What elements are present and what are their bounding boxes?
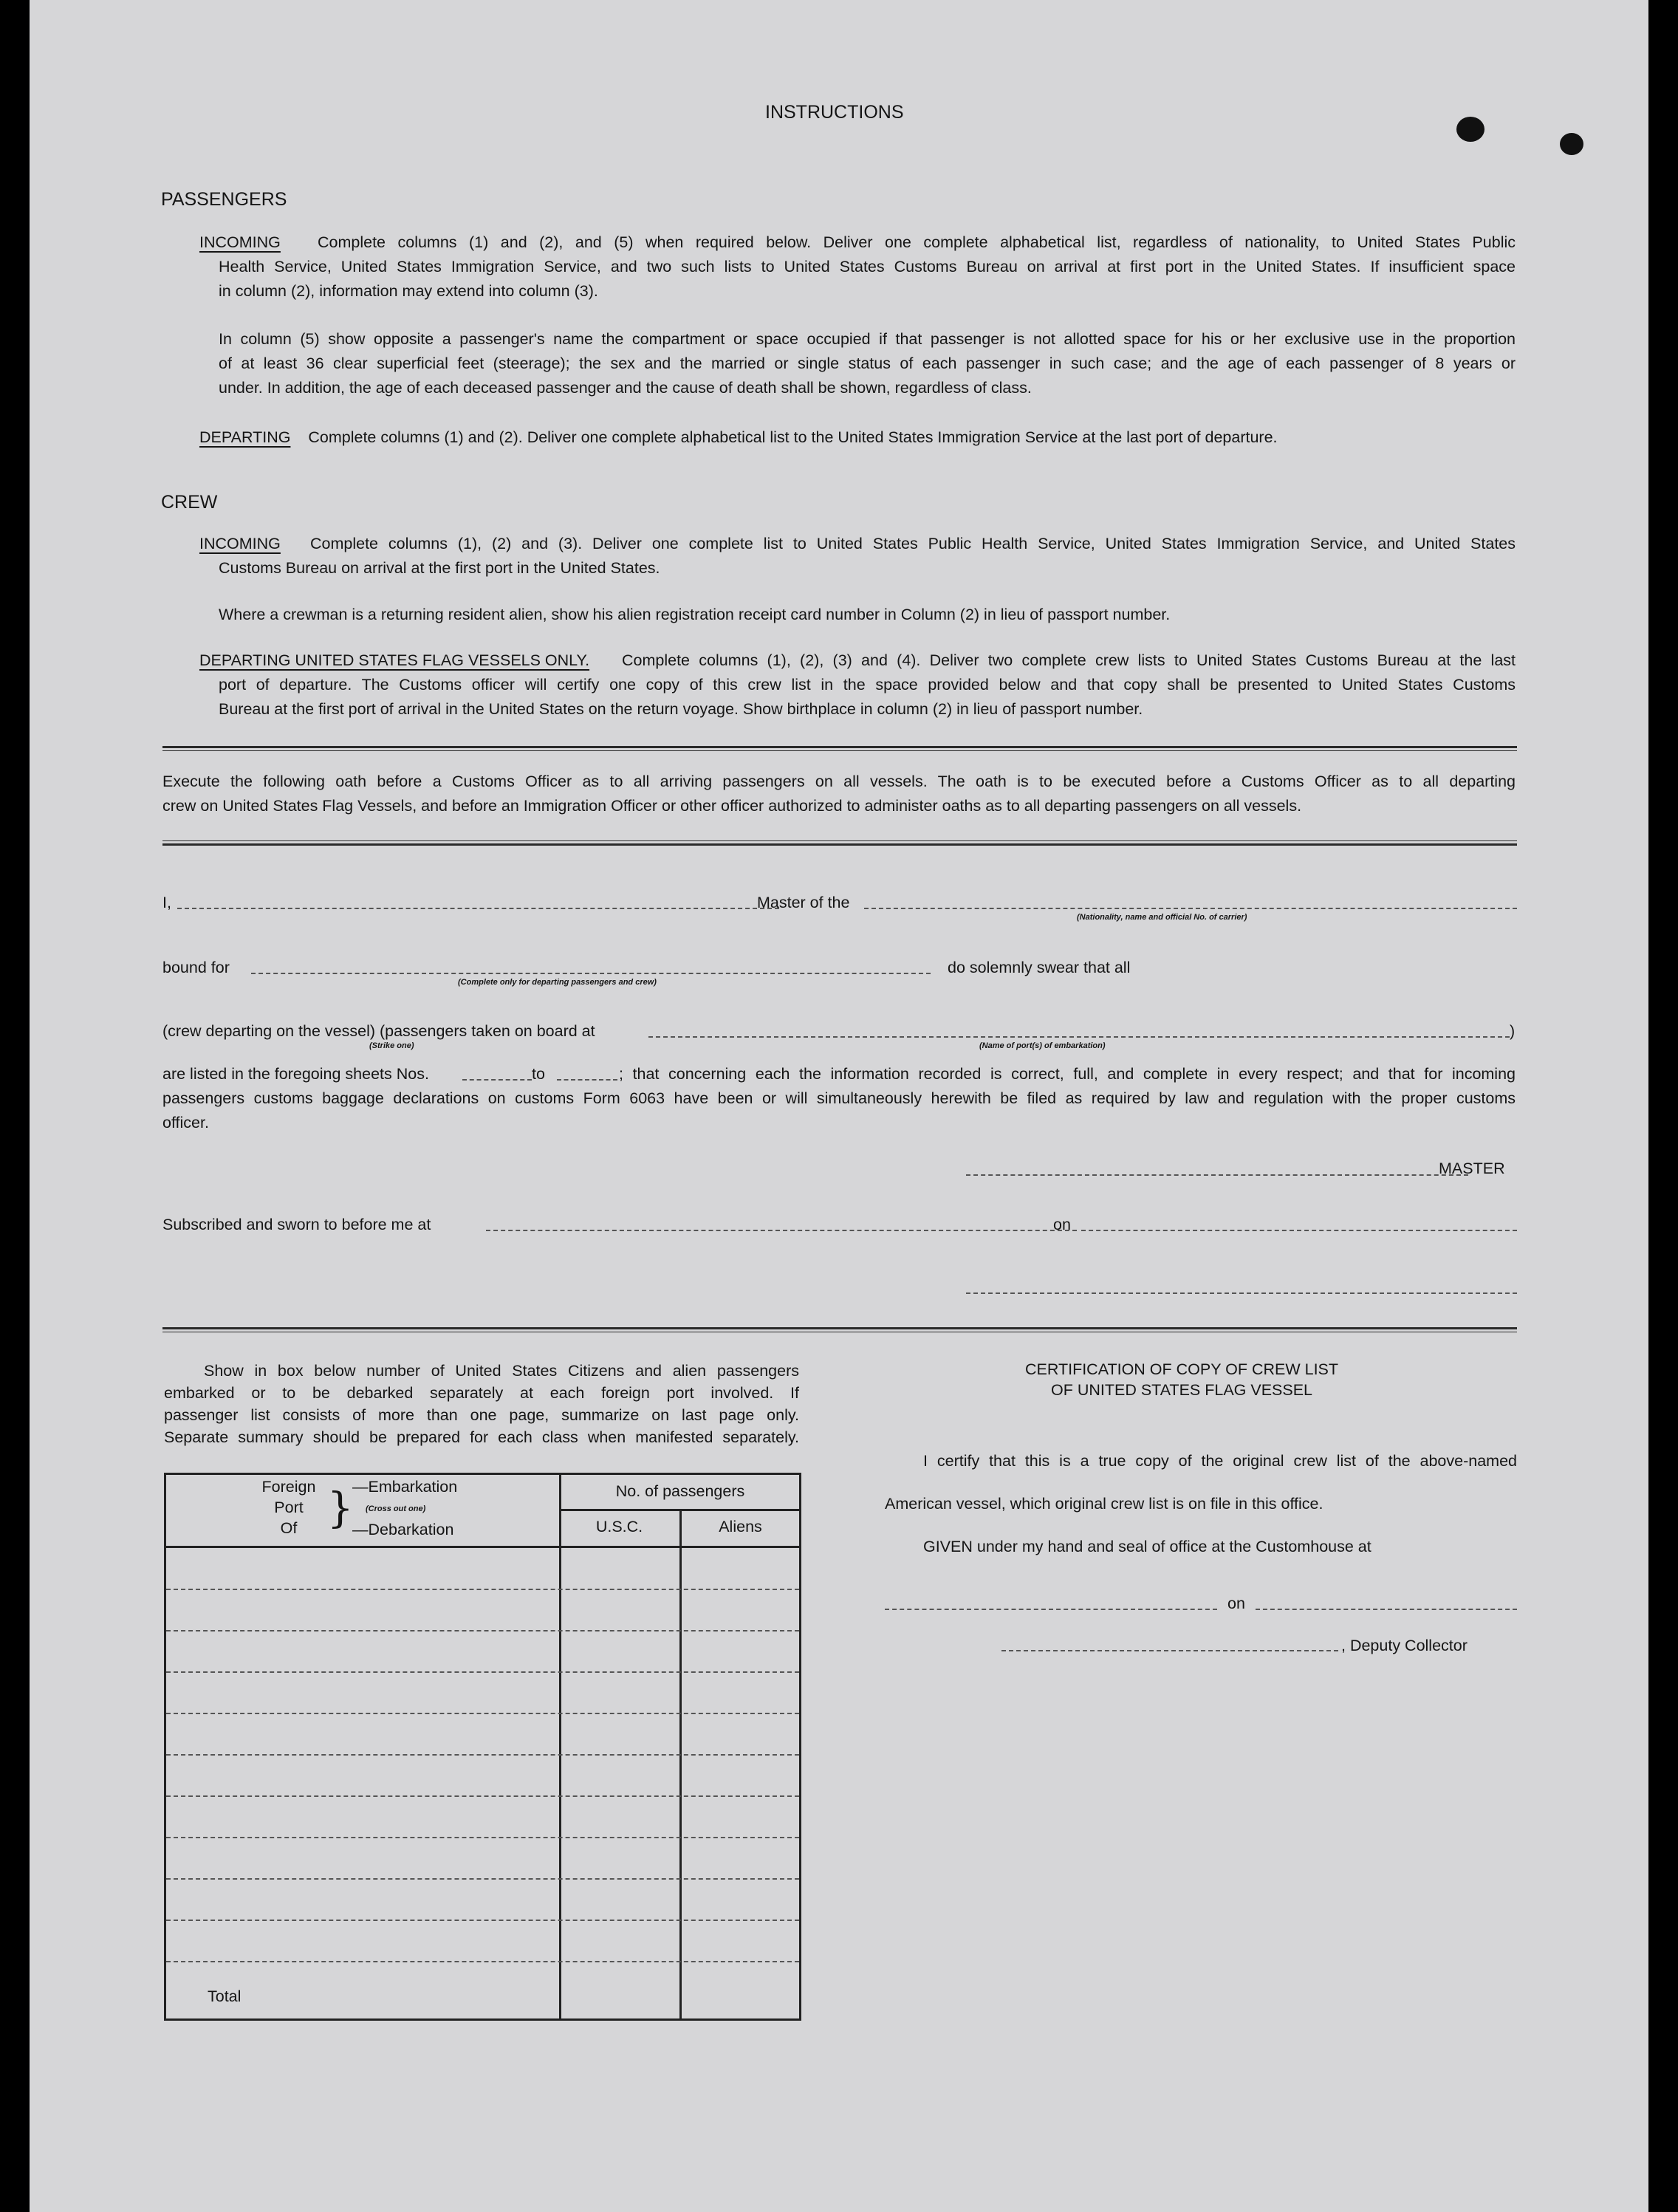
sworn-date-field[interactable] xyxy=(1081,1230,1517,1231)
column5-line-3: under. In addition, the age of each deceased passenger and the cause of death shall be shown, regardless of class. xyxy=(219,379,1032,397)
brace-glyph: } xyxy=(327,1485,354,1533)
strike-caption: (Strike one) xyxy=(369,1041,414,1050)
incoming-label: INCOMING xyxy=(199,535,281,552)
passenger-summary-table xyxy=(164,1473,801,2021)
oath-instructions-line-2: crew on United States Flag Vessels, and before an Immigration Officer or other officer authorized to administer oaths as to all departing passengers on all vessels. xyxy=(162,797,1302,815)
passengers-incoming-line-3: in column (2), information may extend into column (3). xyxy=(219,282,598,300)
summary-instruction-4: Separate summary should be prepared for each class when manifested separately. xyxy=(164,1428,799,1446)
bound-for-caption: (Complete only for departing passengers and crew) xyxy=(458,978,657,987)
sheet-from-field[interactable] xyxy=(462,1079,532,1081)
table-row[interactable] xyxy=(166,1671,799,1673)
column5-line-2: of at least 36 clear superficial feet (steerage); the sex and the married or single status of each passenger in such case; and the age of each passenger of 8 years or xyxy=(219,355,1516,372)
carrier-field[interactable] xyxy=(864,908,1517,909)
resident-alien-text: Where a crewman is a returning resident alien, show his alien registration receipt card number in Column (2) in lieu of passport number. xyxy=(219,606,1171,623)
oath-i-label: I, xyxy=(162,894,171,911)
officer-signature-field[interactable] xyxy=(966,1292,1517,1294)
master-of-label: Master of the xyxy=(757,894,850,911)
master-label: MASTER xyxy=(1439,1160,1505,1177)
close-paren: ) xyxy=(1510,1022,1516,1040)
bound-for-label: bound for xyxy=(162,959,230,976)
summary-instruction-2: embarked or to be debarked separately at each foreign port involved. If xyxy=(164,1384,799,1402)
crew-departing-label xyxy=(199,648,589,673)
passengers-departing xyxy=(199,425,1278,450)
usc-header: U.S.C. xyxy=(595,1518,643,1535)
oath-instructions-line-1: Execute the following oath before a Customs Officer as to all arriving passengers on all vessels. The oath is to be executed before a Customs Officer as to all departing xyxy=(162,773,1516,790)
divider xyxy=(162,746,1517,748)
total-label: Total xyxy=(208,1987,242,2005)
crew-departing-line-1: Complete columns (1), (2), (3) and (4). Deliver two complete crew lists to United States Customs Bureau at the last xyxy=(622,651,1516,669)
certification-heading-1: CERTIFICATION OF COPY OF CREW LIST xyxy=(1024,1360,1339,1378)
header-divider xyxy=(559,1509,799,1511)
table-row[interactable] xyxy=(166,1589,799,1590)
table-row[interactable] xyxy=(166,1878,799,1880)
header-divider xyxy=(166,1546,799,1548)
form-page xyxy=(30,0,1648,2212)
certification-line-1: I certify that this is a true copy of the original crew list of the above-named xyxy=(923,1452,1517,1470)
ink-spot xyxy=(1456,117,1484,142)
certification-on-label: on xyxy=(1227,1595,1245,1612)
incoming-label: INCOMING xyxy=(199,233,281,251)
no-of-passengers-header: No. of passengers xyxy=(615,1482,745,1500)
of-label: Of xyxy=(280,1519,298,1537)
ports-caption: (Name of port(s) of embarkation) xyxy=(979,1041,1106,1050)
passengers-heading: PASSENGERS xyxy=(161,189,287,210)
sworn-place-field[interactable] xyxy=(486,1230,1077,1231)
sheets-to: to xyxy=(532,1065,545,1083)
ports-field[interactable] xyxy=(648,1036,1510,1038)
bound-for-field[interactable] xyxy=(251,973,931,974)
sheet-to-field[interactable] xyxy=(557,1079,617,1081)
table-row[interactable] xyxy=(166,1630,799,1631)
table-row[interactable] xyxy=(166,1795,799,1797)
deputy-collector-label: , Deputy Collector xyxy=(1341,1637,1468,1654)
master-signature-field[interactable] xyxy=(966,1174,1468,1176)
certification-heading-2: OF UNITED STATES FLAG VESSEL xyxy=(1050,1381,1313,1399)
departing-flag-label: DEPARTING UNITED STATES FLAG VESSELS ONLY. xyxy=(199,651,590,669)
embarkation-label: —Embarkation xyxy=(352,1478,458,1496)
summary-instruction-1: Show in box below number of United States Citizens and alien passengers xyxy=(204,1362,799,1380)
table-row[interactable] xyxy=(166,1961,799,1962)
table-row[interactable] xyxy=(166,1754,799,1756)
crew-departing-oath-label: (crew departing on the vessel) (passengers taken on board at xyxy=(162,1022,595,1040)
divider xyxy=(162,843,1517,846)
aliens-header: Aliens xyxy=(719,1518,762,1535)
divider xyxy=(162,750,1517,751)
oath-line-2: passengers customs baggage declarations on customs Form 6063 have been or will simultaneously herewith be filed as required by law and regulation with the proper customs xyxy=(162,1089,1516,1107)
master-name-field[interactable] xyxy=(177,908,779,909)
on-label: on xyxy=(1053,1216,1071,1233)
sheets-prefix: are listed in the foregoing sheets Nos. xyxy=(162,1065,429,1083)
page-title: INSTRUCTIONS xyxy=(765,102,904,123)
oath-line-3: officer. xyxy=(162,1114,209,1131)
crew-departing-line-3: Bureau at the first port of arrival in the United States on the return voyage. Show birthplace in column (2) in lieu of passport number. xyxy=(219,700,1143,718)
divider xyxy=(162,840,1517,841)
certification-line-3: GIVEN under my hand and seal of office at the Customhouse at xyxy=(923,1538,1371,1555)
crew-incoming-line-2: Customs Bureau on arrival at the first port in the United States. xyxy=(219,559,660,577)
departing-label: DEPARTING xyxy=(199,428,291,446)
divider xyxy=(162,1327,1517,1329)
subscribed-label: Subscribed and sworn to before me at xyxy=(162,1216,431,1233)
crew-incoming-label xyxy=(199,532,281,556)
table-row[interactable] xyxy=(166,1837,799,1838)
cross-out-caption: (Cross out one) xyxy=(366,1504,426,1513)
table-row[interactable] xyxy=(166,1920,799,1921)
departing-text: Complete columns (1) and (2). Deliver one complete alphabetical list to the United States Immigration Service at the last port of departure. xyxy=(308,428,1278,446)
nationality-caption: (Nationality, name and official No. of carrier) xyxy=(1077,913,1247,922)
summary-instruction-3: passenger list consists of more than one page, summarize on last page only. xyxy=(164,1406,799,1424)
table-row[interactable] xyxy=(166,1713,799,1714)
swear-label: do solemnly swear that all xyxy=(948,959,1131,976)
port-label: Port xyxy=(274,1499,304,1516)
passengers-incoming-label xyxy=(199,230,281,255)
sheets-suffix: ; that concerning each the information recorded is correct, full, and complete in every respect; and that for incoming xyxy=(619,1065,1516,1083)
column5-line-1: In column (5) show opposite a passenger's name the compartment or space occupied if that passenger is not allotted space for his or her exclusive use in the proportion xyxy=(219,330,1516,348)
column-divider xyxy=(679,1509,682,2018)
crew-heading: CREW xyxy=(161,492,218,513)
debarkation-label: —Debarkation xyxy=(352,1521,454,1538)
crew-incoming-line-1: Complete columns (1), (2) and (3). Deliver one complete list to United States Public Health Service, United States Immigration Service, and United States xyxy=(310,535,1516,552)
foreign-label: Foreign xyxy=(261,1478,316,1496)
crew-departing-line-2: port of departure. The Customs officer will certify one copy of this crew list in the space provided below and that copy shall be presented to United States Customs xyxy=(219,676,1516,694)
passengers-incoming-line-1: Complete columns (1) and (2), and (5) when required below. Deliver one complete alphabetical list, regardless of nationality, to United States Public xyxy=(318,233,1516,251)
column-divider xyxy=(559,1475,561,2018)
certification-date-field[interactable] xyxy=(1256,1609,1517,1610)
customhouse-field[interactable] xyxy=(885,1609,1217,1610)
passengers-incoming-line-2: Health Service, United States Immigration Service, and two such lists to United States Customs Bureau on arrival at first port in the United States. If insufficient space xyxy=(219,258,1516,275)
deputy-collector-signature[interactable] xyxy=(1001,1650,1338,1651)
certification-line-2: American vessel, which original crew list is on file in this office. xyxy=(885,1495,1323,1513)
ink-spot xyxy=(1560,133,1583,155)
